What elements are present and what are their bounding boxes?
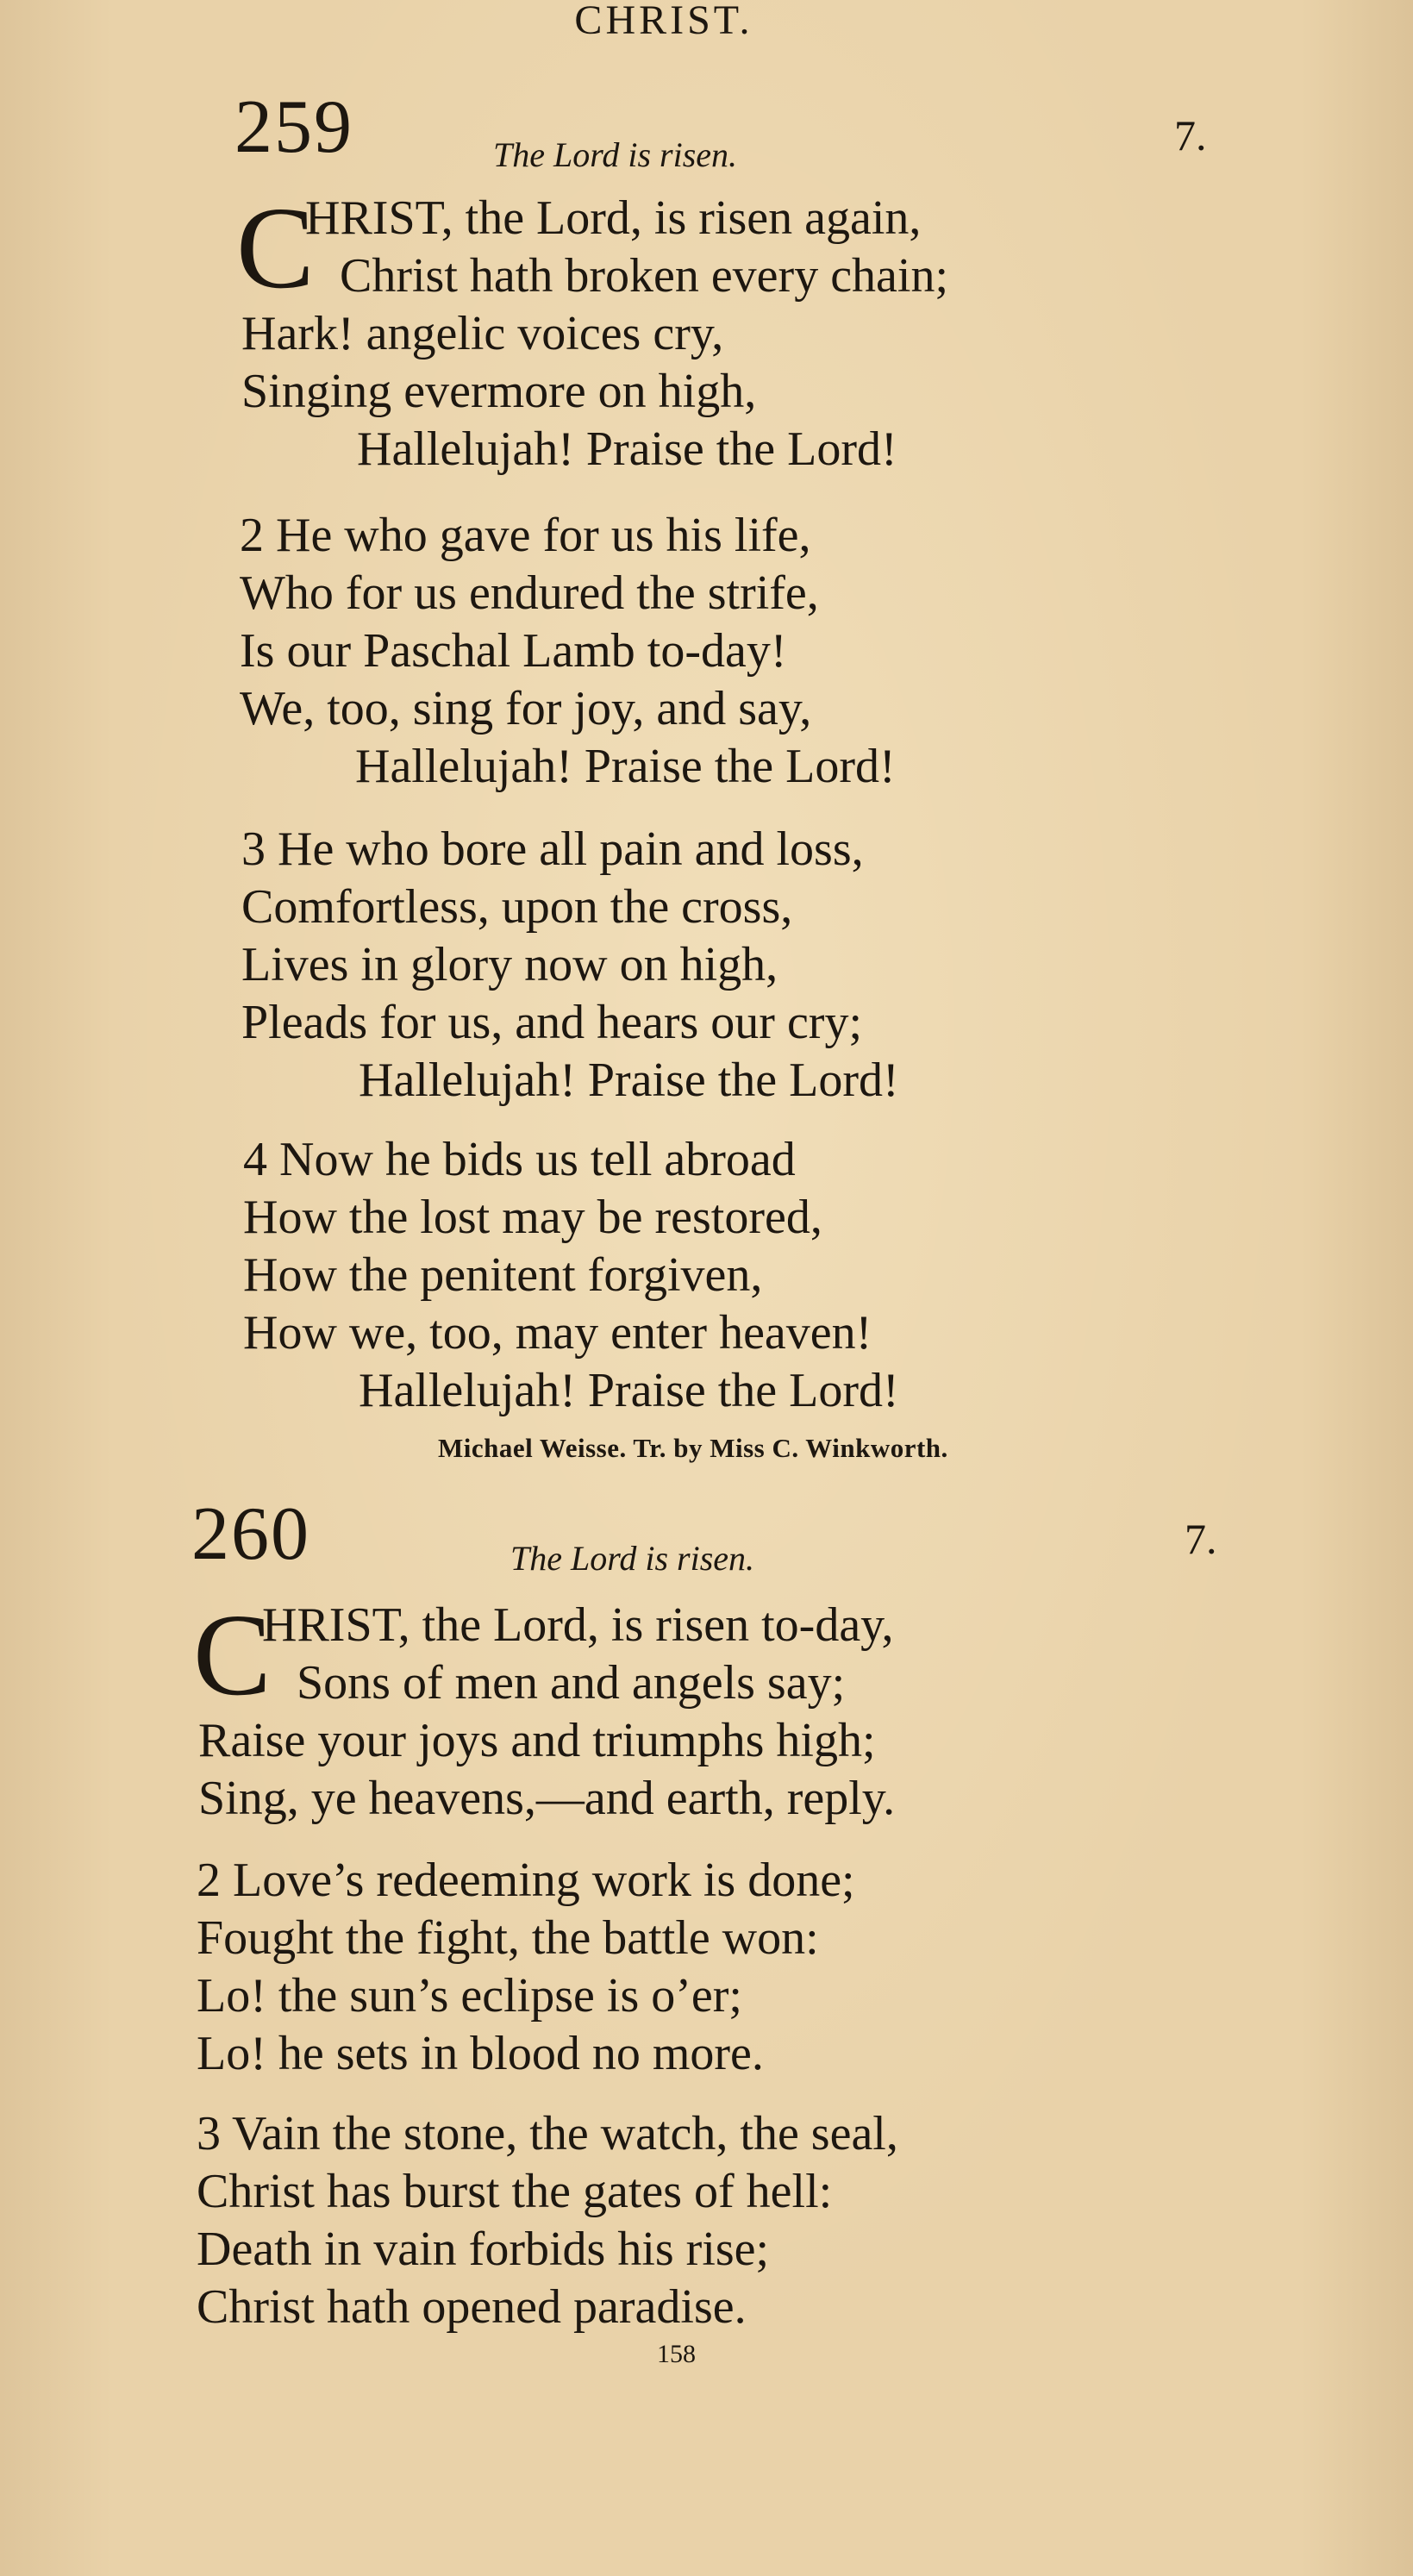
- refrain-line: Hallelujah! Praise the Lord!: [359, 1364, 899, 1417]
- running-head: CHRIST.: [574, 0, 753, 43]
- verse-line: How we, too, may enter heaven!: [243, 1306, 872, 1360]
- verse-line: Christ hath broken every chain;: [340, 249, 949, 303]
- hymn-subtitle-259: The Lord is risen.: [493, 135, 738, 174]
- verse-line: 3 He who bore all pain and loss,: [241, 822, 864, 876]
- verse-line: Raise your joys and triumphs high;: [198, 1714, 876, 1767]
- hymn-259-stanza-4: [243, 1131, 899, 1420]
- hymn-259-attribution: Michael Weisse. Tr. by Miss C. Winkworth.: [438, 1433, 948, 1463]
- verse-line: Sing, ye heavens,—and earth, reply.: [198, 1772, 896, 1825]
- verse-line: Death in vain forbids his rise;: [197, 2223, 770, 2276]
- refrain-line: Hallelujah! Praise the Lord!: [355, 740, 896, 793]
- hymn-259-stanza-1: [236, 184, 949, 478]
- hymn-260-stanza-3: [197, 2105, 898, 2336]
- drop-cap: C: [236, 184, 315, 313]
- verse-line: Lo! the sun’s eclipse is o’er;: [197, 1969, 742, 2023]
- page-number: 158: [657, 2340, 696, 2368]
- hymn-number-259: 259: [234, 85, 353, 169]
- hymn-259-stanza-3: [241, 821, 899, 1110]
- hymn-number-260: 260: [191, 1492, 310, 1576]
- verse-line: Comfortless, upon the cross,: [241, 880, 793, 934]
- hymn-260-stanza-1: [193, 1591, 896, 1828]
- verse-line: We, too, sing for joy, and say,: [240, 682, 812, 735]
- verse-line: How the penitent forgiven,: [243, 1248, 763, 1302]
- verse-line: Singing evermore on high,: [241, 365, 757, 418]
- hymn-subtitle-260: The Lord is risen.: [510, 1539, 755, 1578]
- verse-line: 4 Now he bids us tell abroad: [243, 1133, 796, 1186]
- verse-line: Sons of men and angels say;: [297, 1656, 846, 1710]
- verse-line: Lo! he sets in blood no more.: [197, 2027, 764, 2080]
- verse-line: Lives in glory now on high,: [241, 938, 778, 991]
- refrain-line: Hallelujah! Praise the Lord!: [359, 1054, 899, 1107]
- verse-line: HRIST, the Lord, is risen to-day,: [262, 1598, 894, 1652]
- verse-line: Hark! angelic voices cry,: [241, 307, 724, 360]
- hymn-260-stanza-2: [197, 1852, 855, 2083]
- verse-line: 2 He who gave for us his life,: [240, 509, 811, 562]
- verse-line: Christ has burst the gates of hell:: [197, 2165, 833, 2218]
- verse-line: Is our Paschal Lamb to-day!: [240, 624, 787, 678]
- hymn-259-stanza-2: [240, 507, 896, 796]
- verse-line: Christ hath opened paradise.: [197, 2280, 747, 2334]
- verse-line: How the lost may be restored,: [243, 1191, 822, 1244]
- verse-line: 3 Vain the stone, the watch, the seal,: [197, 2107, 898, 2160]
- drop-cap: C: [193, 1591, 272, 1720]
- verse-line: Fought the fight, the battle won:: [197, 1911, 819, 1965]
- hymn-meter-260: 7.: [1185, 1515, 1217, 1563]
- verse-line: Pleads for us, and hears our cry;: [241, 996, 863, 1049]
- verse-line: Who for us endured the strife,: [240, 566, 819, 620]
- hymn-meter-259: 7.: [1174, 111, 1207, 159]
- verse-line: 2 Love’s redeeming work is done;: [197, 1854, 855, 1907]
- verse-line: HRIST, the Lord, is risen again,: [305, 191, 922, 245]
- refrain-line: Hallelujah! Praise the Lord!: [357, 422, 897, 476]
